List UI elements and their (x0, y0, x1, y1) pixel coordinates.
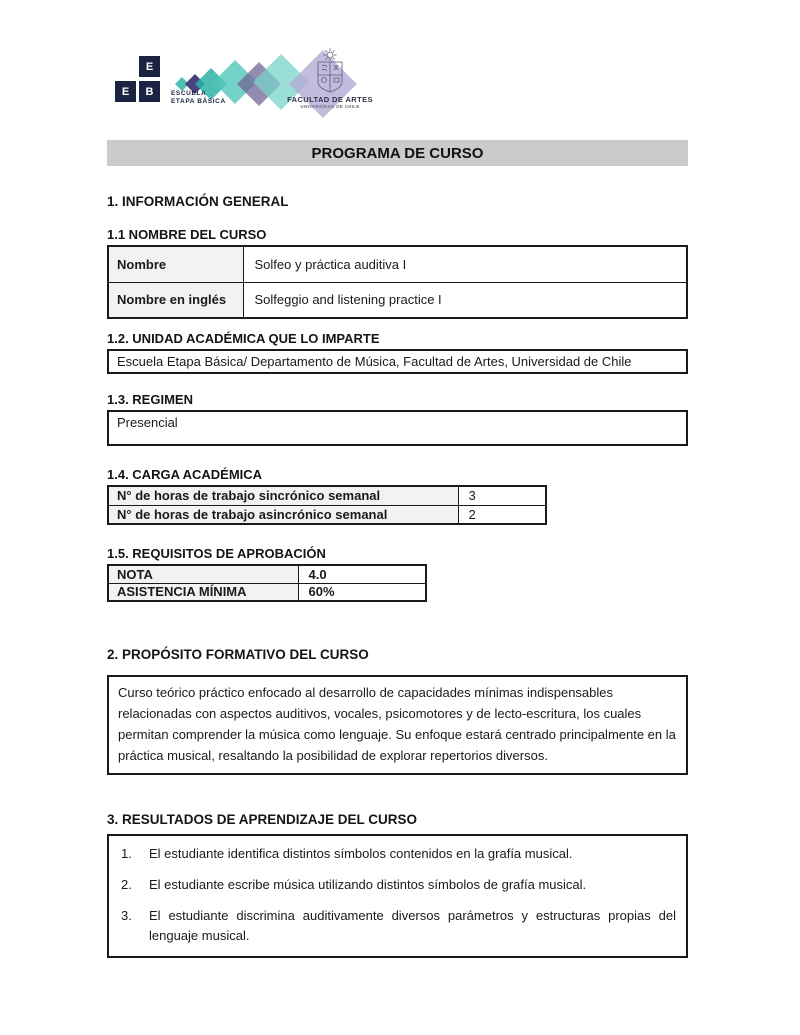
table-row (108, 282, 687, 318)
table-row (108, 565, 426, 583)
resultados-aprendizaje-box (107, 834, 688, 958)
asistencia-minima-value: 60% (298, 583, 426, 601)
eeb-caption-line2: ETAPA BÁSICA (171, 98, 226, 105)
document-title-bar (107, 140, 688, 166)
nota-label: NOTA (108, 565, 298, 583)
horas-sincronico-label: N° de horas de trabajo sincrónico semanal (108, 486, 458, 505)
table-requisitos-aprobacion (107, 564, 427, 602)
proposito-formativo-box (107, 675, 688, 775)
header (113, 48, 693, 118)
facultad-artes-logo (275, 48, 385, 116)
regimen-box (107, 410, 688, 446)
unidad-academica-box (107, 349, 688, 374)
university-crest-icon (313, 48, 347, 94)
table-row (108, 486, 546, 505)
list-item: El estudiante identifica distintos símbolos contenidos en la grafía musical. (149, 846, 573, 861)
unidad-academica-value: Escuela Etapa Básica/ Departamento de Música, Facultad de Artes, Universidad de Chile (117, 354, 632, 369)
regimen-value: Presencial (117, 415, 178, 430)
eeb-square-b: B (139, 81, 160, 102)
subsection-heading-nombre-curso: 1.1 NOMBRE DEL CURSO (107, 227, 267, 242)
page-title: PROGRAMA DE CURSO (311, 144, 484, 162)
eeb-caption (171, 90, 226, 106)
table-row (108, 505, 546, 524)
asistencia-minima-label: ASISTENCIA MÍNIMA (108, 583, 298, 601)
subsection-heading-regimen: 1.3. REGIMEN (107, 392, 193, 407)
nombre-ingles-label: Nombre en inglés (108, 282, 243, 318)
artes-caption-line2: UNIVERSIDAD DE CHILE (300, 104, 360, 109)
artes-caption-line1: FACULTAD DE ARTES (287, 95, 373, 104)
resultados-list (115, 844, 676, 946)
section-heading-informacion-general: 1. INFORMACIÓN GENERAL (107, 194, 289, 209)
table-row (108, 583, 426, 601)
subsection-heading-requisitos-aprobacion: 1.5. REQUISITOS DE APROBACIÓN (107, 546, 326, 561)
eeb-squares-icon (115, 54, 167, 110)
nombre-value: Solfeo y práctica auditiva I (243, 246, 687, 282)
nombre-label: Nombre (108, 246, 243, 282)
nota-value: 4.0 (298, 565, 426, 583)
horas-asincronico-label: N° de horas de trabajo asincrónico semanal (108, 505, 458, 524)
table-row (108, 246, 687, 282)
section-heading-proposito-formativo: 2. PROPÓSITO FORMATIVO DEL CURSO (107, 647, 369, 662)
horas-asincronico-value: 2 (458, 505, 546, 524)
eeb-square-e-top: E (139, 56, 160, 77)
list-item: El estudiante escribe música utilizando distintos símbolos de grafía musical. (149, 877, 587, 892)
nombre-ingles-value: Solfeggio and listening practice I (243, 282, 687, 318)
horas-sincronico-value: 3 (458, 486, 546, 505)
section-heading-resultados-aprendizaje: 3. RESULTADOS DE APRENDIZAJE DEL CURSO (107, 812, 418, 827)
proposito-formativo-text: Curso teórico práctico enfocado al desarrollo de capacidades mínimas indispensables relacionadas con aspectos auditivos, vocales, psicomotores y de lecto-escritura, los cuales permitan comprender la música como lenguaje. Su enfoque estará centrado principalmente en la práctica musical, resaltando la posibilidad de explorar repertorios diversos. (118, 685, 676, 763)
document-content (107, 140, 688, 958)
table-carga-academica (107, 485, 547, 525)
table-nombre-curso (107, 245, 688, 319)
list-item: El estudiante discrimina auditivamente diversos parámetros y estructuras propias del lenguaje musical. (149, 908, 676, 943)
eeb-caption-line1: ESCUELA (171, 90, 207, 97)
eeb-square-e-left: E (115, 81, 136, 102)
subsection-heading-unidad-academica: 1.2. UNIDAD ACADÉMICA QUE LO IMPARTE (107, 331, 380, 346)
subsection-heading-carga-academica: 1.4. CARGA ACADÉMICA (107, 467, 263, 482)
